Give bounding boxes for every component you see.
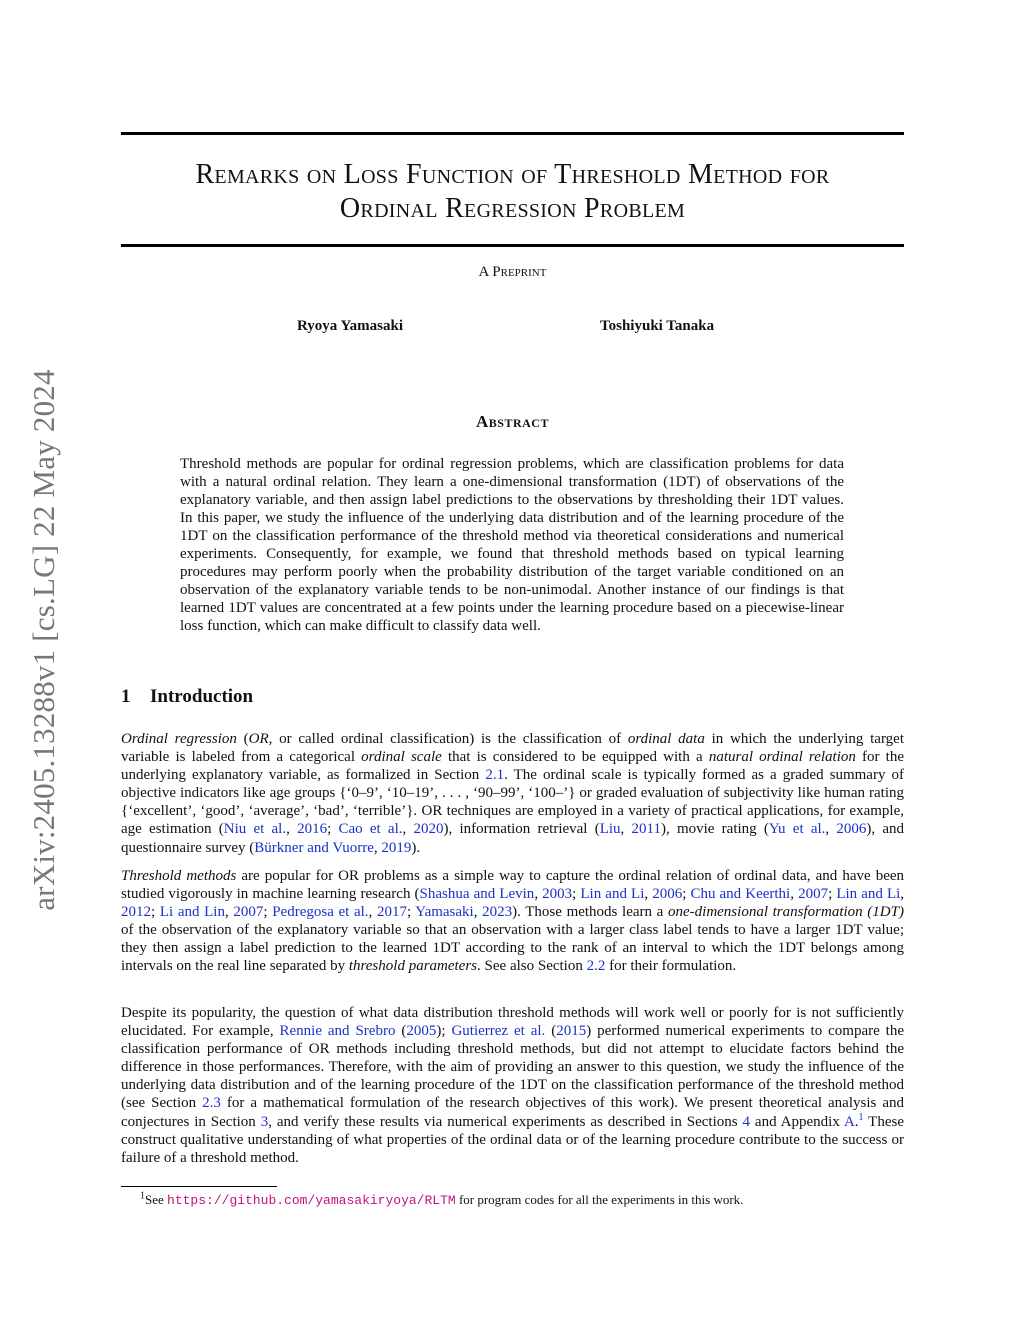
citation-link[interactable]: Lin and Li: [580, 886, 645, 903]
github-url-link[interactable]: https://github.com/yamasakiryoya/RLTM: [167, 1193, 456, 1208]
term-or: OR: [248, 731, 269, 747]
citation-link[interactable]: Niu et al.: [223, 821, 287, 838]
footnote-divider: [121, 1186, 277, 1187]
intro-paragraph-1: Ordinal regression (OR, or called ordinal classification) is the classification of ordinal data in which the underlying target variable is labeled from a categorical ordinal scale that is considered to be equipped with a natural ordinal relation for the underlying explanatory variable, as formalized in Section 2.1. The ordinal scale is typically formed as a graded summary of objective indicators like age groups {‘0–9’, ‘10–19’, . . . , ‘90–99’, ‘100–’} or graded evaluation of subjectivity like human rating {‘excellent’, ‘good’, ‘average’, ‘bad’, ‘terrible’}. OR techniques are employed in a variety of practical applications, for example, age estimation (Niu et al., 2016; Cao et al., 2020), information retrieval (Liu, 2011), movie rating (Yu et al., 2006), and questionnaire survey (Bürkner and Vuorre, 2019).: [121, 731, 905, 856]
citation-link[interactable]: Gutierrez et al.: [451, 1023, 546, 1040]
intro-paragraph-2: Threshold methods are popular for OR problems as a simple way to capture the ordinal relation of ordinal data, and have been studied vigorously in machine learning research (Shashua and Levin, 2003; Lin and Li, 2006; Chu and Keerthi, 2007; Lin and Li, 2012; Li and Lin, 2007; Pedregosa et al., 2017; Yamasaki, 2023). Those methods learn a one-dimensional transformation (1DT) of the observation of the explanatory variable so that an observation with a larger class label tends to have a larger 1DT value; they then assign a label prediction to the learned 1DT according to the rank of an interval to which the 1DT belongs among intervals on the real line separated by threshold parameters. See also Section 2.2 for their formulation.: [121, 868, 905, 975]
citation-link[interactable]: Chu and Keerthi: [690, 886, 791, 903]
citation-link[interactable]: Yamasaki: [415, 904, 474, 921]
citation-link[interactable]: Li and Lin: [159, 904, 225, 921]
citation-link[interactable]: Bürkner and Vuorre: [254, 839, 374, 856]
section-number: 1: [121, 686, 131, 707]
section-heading-introduction: [121, 686, 253, 708]
citation-year-link[interactable]: 2011: [631, 821, 661, 838]
citation-link[interactable]: Yu et al.: [768, 821, 826, 838]
footnote-1: $^1$See https://github.com/yamasakiryoya/RLTM for program codes for all the experiments in this work.: [140, 1190, 744, 1208]
arxiv-identifier-stamp: arXiv:2405.13288v1 [cs.LG] 22 May 2024: [26, 369, 61, 911]
citation-year-link[interactable]: 2003: [542, 886, 573, 903]
citation-link[interactable]: Shashua and Levin: [419, 886, 535, 903]
title-line-1: Remarks on Loss Function of Threshold Method for: [195, 159, 830, 190]
section-ref-2-1[interactable]: 2.1: [485, 767, 505, 784]
citation-link[interactable]: Liu: [599, 821, 621, 838]
author-1: Ryoya Yamasaki: [297, 318, 404, 334]
citation-year-link[interactable]: 2012: [121, 904, 151, 921]
citation-year-link[interactable]: 2007: [233, 904, 264, 921]
citation-year-link[interactable]: 2006: [836, 821, 867, 838]
section-title: Introduction: [150, 686, 254, 707]
appendix-ref-a[interactable]: A: [843, 1113, 855, 1130]
citation-link[interactable]: Cao et al.: [338, 821, 403, 838]
section-ref-4[interactable]: 4: [742, 1113, 751, 1130]
citation-link[interactable]: Rennie and Srebro: [279, 1023, 396, 1040]
section-ref-2-2[interactable]: 2.2: [586, 958, 606, 975]
citation-year-link[interactable]: 2019: [381, 839, 412, 856]
term-ordinal-regression: Ordinal regression: [121, 731, 237, 747]
citation-year-link[interactable]: 2016: [297, 821, 328, 838]
citation-year-link[interactable]: 2015: [556, 1023, 587, 1040]
title-line-2: Ordinal Regression Problem: [339, 193, 686, 224]
term-natural-ordinal-relation: natural ordinal relation: [708, 749, 856, 766]
paper-title: [121, 158, 904, 226]
citation-link[interactable]: Pedregosa et al.: [272, 904, 369, 921]
term-1dt: one-dimensional transformation (1DT): [668, 904, 904, 921]
footnote-marker: 1: [140, 1190, 145, 1202]
intro-paragraph-3: Despite its popularity, the question of what data distribution threshold methods will work well or poorly for is not sufficiently elucidated. For example, Rennie and Srebro (2005); Gutierrez et al. (2015) performed numerical experiments to compare the classification performance of OR methods including threshold methods, but did not attempt to elucidate factors behind the difference in those performances. Therefore, with the aim of providing an answer to this question, we study the influence of the underlying data distribution and of the learning procedure of the 1DT on the classification performance of the threshold method (see Section 2.3 for a mathematical formulation of the research objectives of this work). We present theoretical analysis and conjectures in Section 3, and verify these results via numerical experiments as described in Sections 4 and Appendix A.$^1$ These construct qualitative understanding of what properties of the ordinal data or of the learning procedure contribute to the success or failure of a threshold method.: [121, 1005, 905, 1166]
term-threshold-parameters: threshold parameters: [348, 958, 478, 975]
title-bottom-rule: [121, 244, 904, 247]
term-ordinal-data: ordinal data: [627, 731, 705, 747]
citation-year-link[interactable]: 2017: [376, 904, 407, 921]
title-top-rule: [121, 132, 904, 135]
citation-year-link[interactable]: 2005: [406, 1023, 437, 1040]
term-threshold-methods: Threshold methods: [121, 868, 237, 884]
section-ref-2-3[interactable]: 2.3: [202, 1095, 221, 1112]
author-2: Toshiyuki Tanaka: [600, 318, 715, 334]
section-ref-3[interactable]: 3: [260, 1113, 269, 1130]
citation-year-link[interactable]: 2007: [798, 886, 829, 903]
citation-year-link[interactable]: 2006: [652, 886, 683, 903]
term-ordinal-scale: ordinal scale: [361, 749, 442, 766]
citation-year-link[interactable]: 2023: [482, 904, 513, 921]
citation-link[interactable]: Lin and Li: [836, 886, 901, 903]
abstract-heading: Abstract: [476, 412, 549, 431]
abstract-text: Threshold methods are popular for ordinal regression problems, which are classification problems for data with a natural ordinal relation. They learn a one-dimensional transformation (1DT) of observations of the explanatory variable, and then assign label predictions to the observations by thresholding their 1DT values. In this paper, we study the influence of the underlying data distribution and of the learning procedure of the 1DT on the classification performance of the threshold method via theoretical considerations and numerical experiments. Consequently, for example, we found that threshold methods based on typical learning procedures may perform poorly when the probability distribution of the target variable conditioned on an observation of the explanatory variable tends to be non-unimodal. Another instance of our findings is that learned 1DT values are concentrated at a few points under the learning procedure based on a piecewise-linear loss function, which can make difficult to classify data well.: [180, 456, 844, 634]
footnote-marker-link[interactable]: 1: [858, 1111, 864, 1123]
preprint-label: A Preprint: [478, 264, 547, 280]
citation-year-link[interactable]: 2020: [413, 821, 444, 838]
